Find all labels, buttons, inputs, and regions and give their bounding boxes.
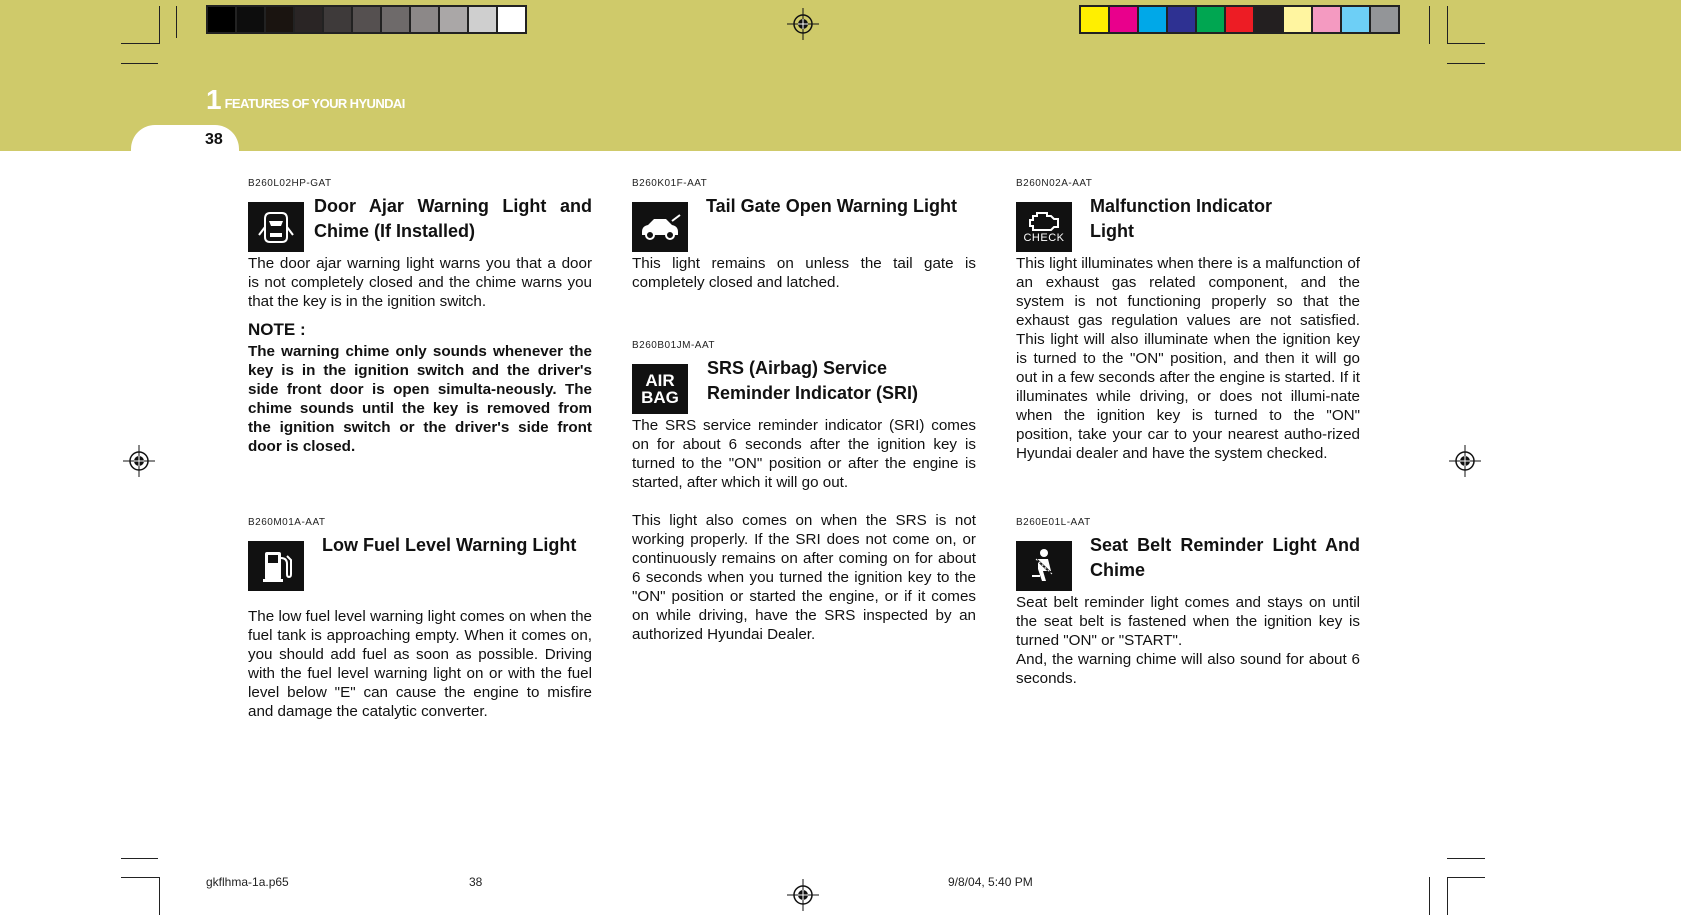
color-swatch — [353, 7, 382, 32]
color-swatch — [498, 7, 525, 32]
note-label: NOTE : — [248, 320, 306, 339]
fuel-pump-icon — [248, 541, 304, 591]
color-swatch — [208, 7, 237, 32]
crop-mark — [1447, 877, 1448, 915]
color-swatch — [266, 7, 295, 32]
crop-mark — [1447, 6, 1448, 44]
color-swatch — [1168, 7, 1197, 32]
color-swatch — [1081, 7, 1110, 32]
section-title-line: Light — [1090, 221, 1134, 241]
section-body: The SRS service reminder indicator (SRI) comes on for about 6 seconds after the ignition key is turned to the "ON" position or after the engine is started, after which it will go out. — [632, 417, 976, 491]
color-swatch — [1255, 7, 1284, 32]
section-heading — [1016, 194, 1360, 252]
crop-mark — [1447, 43, 1485, 44]
section-title — [1090, 194, 1360, 244]
section-title: Tail Gate Open Warning Light — [706, 196, 957, 216]
crop-mark — [1429, 877, 1430, 915]
registration-mark-icon — [123, 445, 155, 477]
column-right-top — [1016, 178, 1360, 463]
color-swatch — [237, 7, 266, 32]
section-code: B260M01A-AAT — [248, 517, 326, 528]
check-icon-text: CHECK — [1023, 232, 1065, 244]
section-title — [707, 356, 976, 406]
crop-mark — [121, 858, 158, 859]
section-heading — [632, 194, 976, 252]
color-swatch — [295, 7, 324, 32]
color-swatch — [1139, 7, 1168, 32]
section-code: B260N02A-AAT — [1016, 178, 1093, 189]
crop-mark — [1447, 877, 1485, 878]
section-body: This light also comes on when the SRS is not working properly. If the SRI does not come on, or continuously remains on after coming on for about 6 seconds when you turned the ignition key to the "ON" position or started the engine, or if it comes on while driving, have the SRS inspected by an authorized Hyundai Dealer. — [632, 512, 976, 643]
door-ajar-icon — [248, 202, 304, 252]
section-body: This light illuminates when there is a malfunction of an exhaust gas related component, and the system is not functioning properly so that the exhaust gas regulation values are not satisfied. This light will also illuminate when the ignition key is turned to the "ON" position, and then it will go out in a few seconds after the engine is started. If it illuminates while driving, or does not illumi-nate when the ignition key is turned to the "ON" position, take your car to your nearest autho-rized Hyundai dealer and have the system checked. — [1016, 255, 1360, 462]
section-body: The door ajar warning light warns you that a door is not completely closed and the chime warns you that the key is in the ignition switch. — [248, 255, 592, 310]
airbag-icon — [632, 364, 688, 414]
airbag-icon-text: AIR — [645, 371, 675, 390]
color-swatch — [324, 7, 353, 32]
section-body: Seat belt reminder light comes and stays on until the seat belt is fastened when the ignition key is turned "ON" or "START". — [1016, 594, 1360, 649]
footer-date: 9/8/04, 5:40 PM — [948, 875, 1033, 889]
tail-gate-icon — [632, 202, 688, 252]
section-code: B260E01L-AAT — [1016, 517, 1091, 528]
section-heading — [632, 356, 976, 414]
color-swatch — [440, 7, 469, 32]
color-swatch — [1284, 7, 1313, 32]
section-body: This light remains on unless the tail gate is completely closed and latched. — [632, 255, 976, 291]
column-left-bottom — [248, 517, 592, 721]
section-code: B260K01F-AAT — [632, 178, 708, 189]
color-swatch — [1371, 7, 1398, 32]
color-swatch — [1197, 7, 1226, 32]
crop-mark — [1447, 858, 1485, 859]
section-title-line: SRS (Airbag) Service — [707, 358, 888, 378]
seat-belt-icon — [1016, 541, 1072, 591]
note-text: The warning chime only sounds whenever the key is in the ignition switch and the driver's side front door is open simulta-neously. The chime sounds until the key is removed from the ignition switch or the driver's side front door is closed. — [248, 343, 592, 455]
registration-mark-icon — [787, 8, 819, 40]
crop-mark — [159, 877, 160, 915]
section-code: B260B01JM-AAT — [632, 340, 716, 351]
crop-mark — [121, 63, 158, 64]
registration-mark-icon — [787, 879, 819, 911]
color-swatch — [1226, 7, 1255, 32]
color-swatch — [469, 7, 498, 32]
chapter-heading — [206, 86, 405, 114]
page-number: 38 — [205, 131, 223, 148]
column-middle-bottom — [632, 340, 976, 644]
crop-mark — [121, 877, 160, 878]
airbag-icon-text: BAG — [641, 388, 679, 407]
crop-mark — [121, 43, 160, 44]
footer-filename: gkflhma-1a.p65 — [206, 875, 289, 889]
section-heading — [248, 194, 592, 252]
section-code: B260L02HP-GAT — [248, 178, 332, 189]
crop-mark — [159, 6, 160, 44]
process-color-bar — [1079, 5, 1400, 34]
section-title: Low Fuel Level Warning Light — [322, 535, 577, 555]
check-engine-icon — [1016, 202, 1072, 252]
column-right-bottom — [1016, 517, 1360, 688]
section-heading — [1016, 533, 1360, 591]
section-body: The low fuel level warning light comes on when the fuel tank is approaching empty. When it comes on, you should add fuel as soon as possible. Driving with the fuel level warning light on or with the fuel level below "E" can cause the engine to misfire and damage the catalytic converter. — [248, 608, 592, 720]
section-title: Door Ajar Warning Light and Chime (If Installed) — [314, 196, 592, 241]
color-swatch — [411, 7, 440, 32]
registration-mark-icon — [1449, 445, 1481, 477]
section-title: Seat Belt Reminder Light And Chime — [1090, 535, 1360, 580]
color-swatch — [1110, 7, 1139, 32]
column-left-top — [248, 178, 592, 456]
crop-mark — [1447, 63, 1485, 64]
color-swatch — [382, 7, 411, 32]
chapter-number: 1 — [206, 84, 222, 115]
grayscale-bar — [206, 5, 527, 34]
footer-page: 38 — [469, 875, 483, 889]
chapter-title: FEATURES OF YOUR HYUNDAI — [224, 96, 405, 111]
section-heading — [248, 533, 592, 591]
crop-mark — [1429, 6, 1430, 44]
column-middle-top — [632, 178, 976, 292]
color-swatch — [1313, 7, 1342, 32]
section-title-line: Reminder Indicator (SRI) — [707, 383, 919, 403]
section-body: And, the warning chime will also sound for about 6 seconds. — [1016, 651, 1360, 687]
crop-mark — [176, 6, 177, 38]
section-title-line: Malfunction Indicator — [1090, 196, 1272, 216]
color-swatch — [1342, 7, 1371, 32]
